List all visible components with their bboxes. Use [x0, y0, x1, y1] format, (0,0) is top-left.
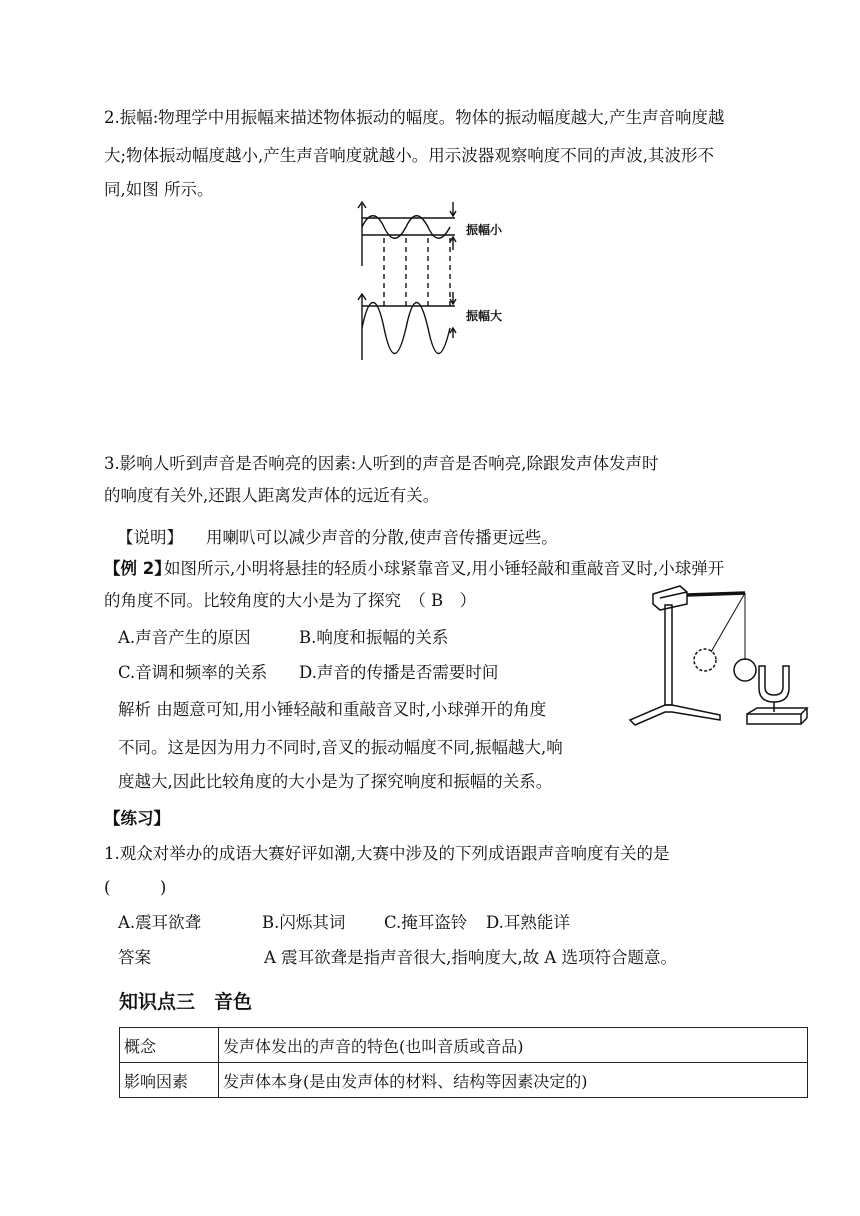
example2-analysis-2: 不同。这是因为用力不同时,音叉的振动幅度不同,振幅越大,响 — [118, 738, 563, 757]
practice-q1-line1: 1.观众对举办的成语大赛好评如潮,大赛中涉及的下列成语跟声音响度有关的是 — [104, 844, 670, 863]
ball-deflected — [694, 649, 716, 671]
example2-option-b: B.响度和振幅的关系 — [299, 628, 449, 647]
section3-line1: 3.影响人听到声音是否响亮的因素:人听到的声音是否响亮,除跟发声体发声时 — [104, 454, 659, 473]
string-angled — [711, 593, 745, 652]
practice-option-a: A.震耳欲聋 — [118, 913, 202, 932]
table-cell-value: 发声体发出的声音的特色(也叫音质或音品) — [219, 1028, 808, 1063]
practice-tag: 【练习】 — [104, 809, 170, 828]
label-small-amplitude: 振幅小 — [466, 223, 503, 237]
large-amplitude-wave — [362, 303, 450, 354]
example2-option-a: A.声音产生的原因 — [118, 628, 251, 647]
example2-line1: 如图所示,小明将悬挂的轻质小球紧靠音叉,用小锤轻敲和重敲音叉时,小球弹开 — [164, 559, 725, 578]
table-row — [120, 1063, 808, 1098]
practice-option-c: C.掩耳盗铃 — [384, 913, 468, 932]
ball — [734, 659, 756, 681]
knowledge3-heading: 知识点三 音色 — [119, 991, 253, 1013]
stand-base — [630, 705, 720, 725]
example2-option-c: C.音调和频率的关系 — [118, 663, 268, 682]
table-cell-label: 影响因素 — [120, 1063, 219, 1098]
practice-option-b: B.闪烁其词 — [262, 913, 346, 932]
section2-line2: 大;物体振动幅度越小,产生声音响度就越小。用示波器观察响度不同的声波,其波形不 — [104, 146, 715, 165]
section2-line3: 同,如图 所示。 — [104, 180, 214, 199]
knowledge3-table — [119, 1027, 808, 1098]
stand-pole — [665, 605, 672, 705]
example2-tag: 【例 2】 — [104, 559, 171, 578]
section2-line1: 2.振幅:物理学中用振幅来描述物体振动的幅度。物体的振动幅度越大,产生声音响度越 — [104, 108, 725, 127]
example2-analysis-3: 度越大,因此比较角度的大小是为了探究响度和振幅的关系。 — [118, 772, 553, 791]
tuning-fork — [759, 666, 789, 702]
tuning-fork-apparatus-figure — [625, 580, 815, 740]
answer-text: A 震耳欲聋是指声音很大,指响度大,故 A 选项符合题意。 — [264, 948, 678, 967]
section3-line2: 的响度有关外,还跟人距离发声体的远近有关。 — [104, 486, 440, 505]
example2-analysis-1: 解析 由题意可知,用小锤轻敲和重敲音叉时,小球弹开的角度 — [118, 700, 547, 719]
table-row — [120, 1028, 808, 1063]
note-tag: 【说明】 — [117, 528, 183, 547]
fork-base — [747, 714, 801, 724]
note-text: 用喇叭可以减少声音的分散,使声音传播更远些。 — [206, 528, 558, 547]
table-cell-label: 概念 — [120, 1028, 219, 1063]
example2-option-d: D.声音的传播是否需要时间 — [299, 663, 499, 682]
example2-line2: 的角度不同。比较角度的大小是为了探究 （ B ） — [104, 591, 477, 610]
clamp — [653, 586, 687, 610]
practice-q1-line2: ( ) — [104, 878, 167, 897]
label-large-amplitude: 振幅大 — [466, 309, 503, 323]
table-cell-value: 发声体本身(是由发声体的材料、结构等因素决定的) — [219, 1063, 808, 1098]
arm-rod — [687, 593, 745, 595]
practice-option-d: D.耳熟能详 — [486, 913, 570, 932]
answer-label: 答案 — [118, 948, 151, 967]
